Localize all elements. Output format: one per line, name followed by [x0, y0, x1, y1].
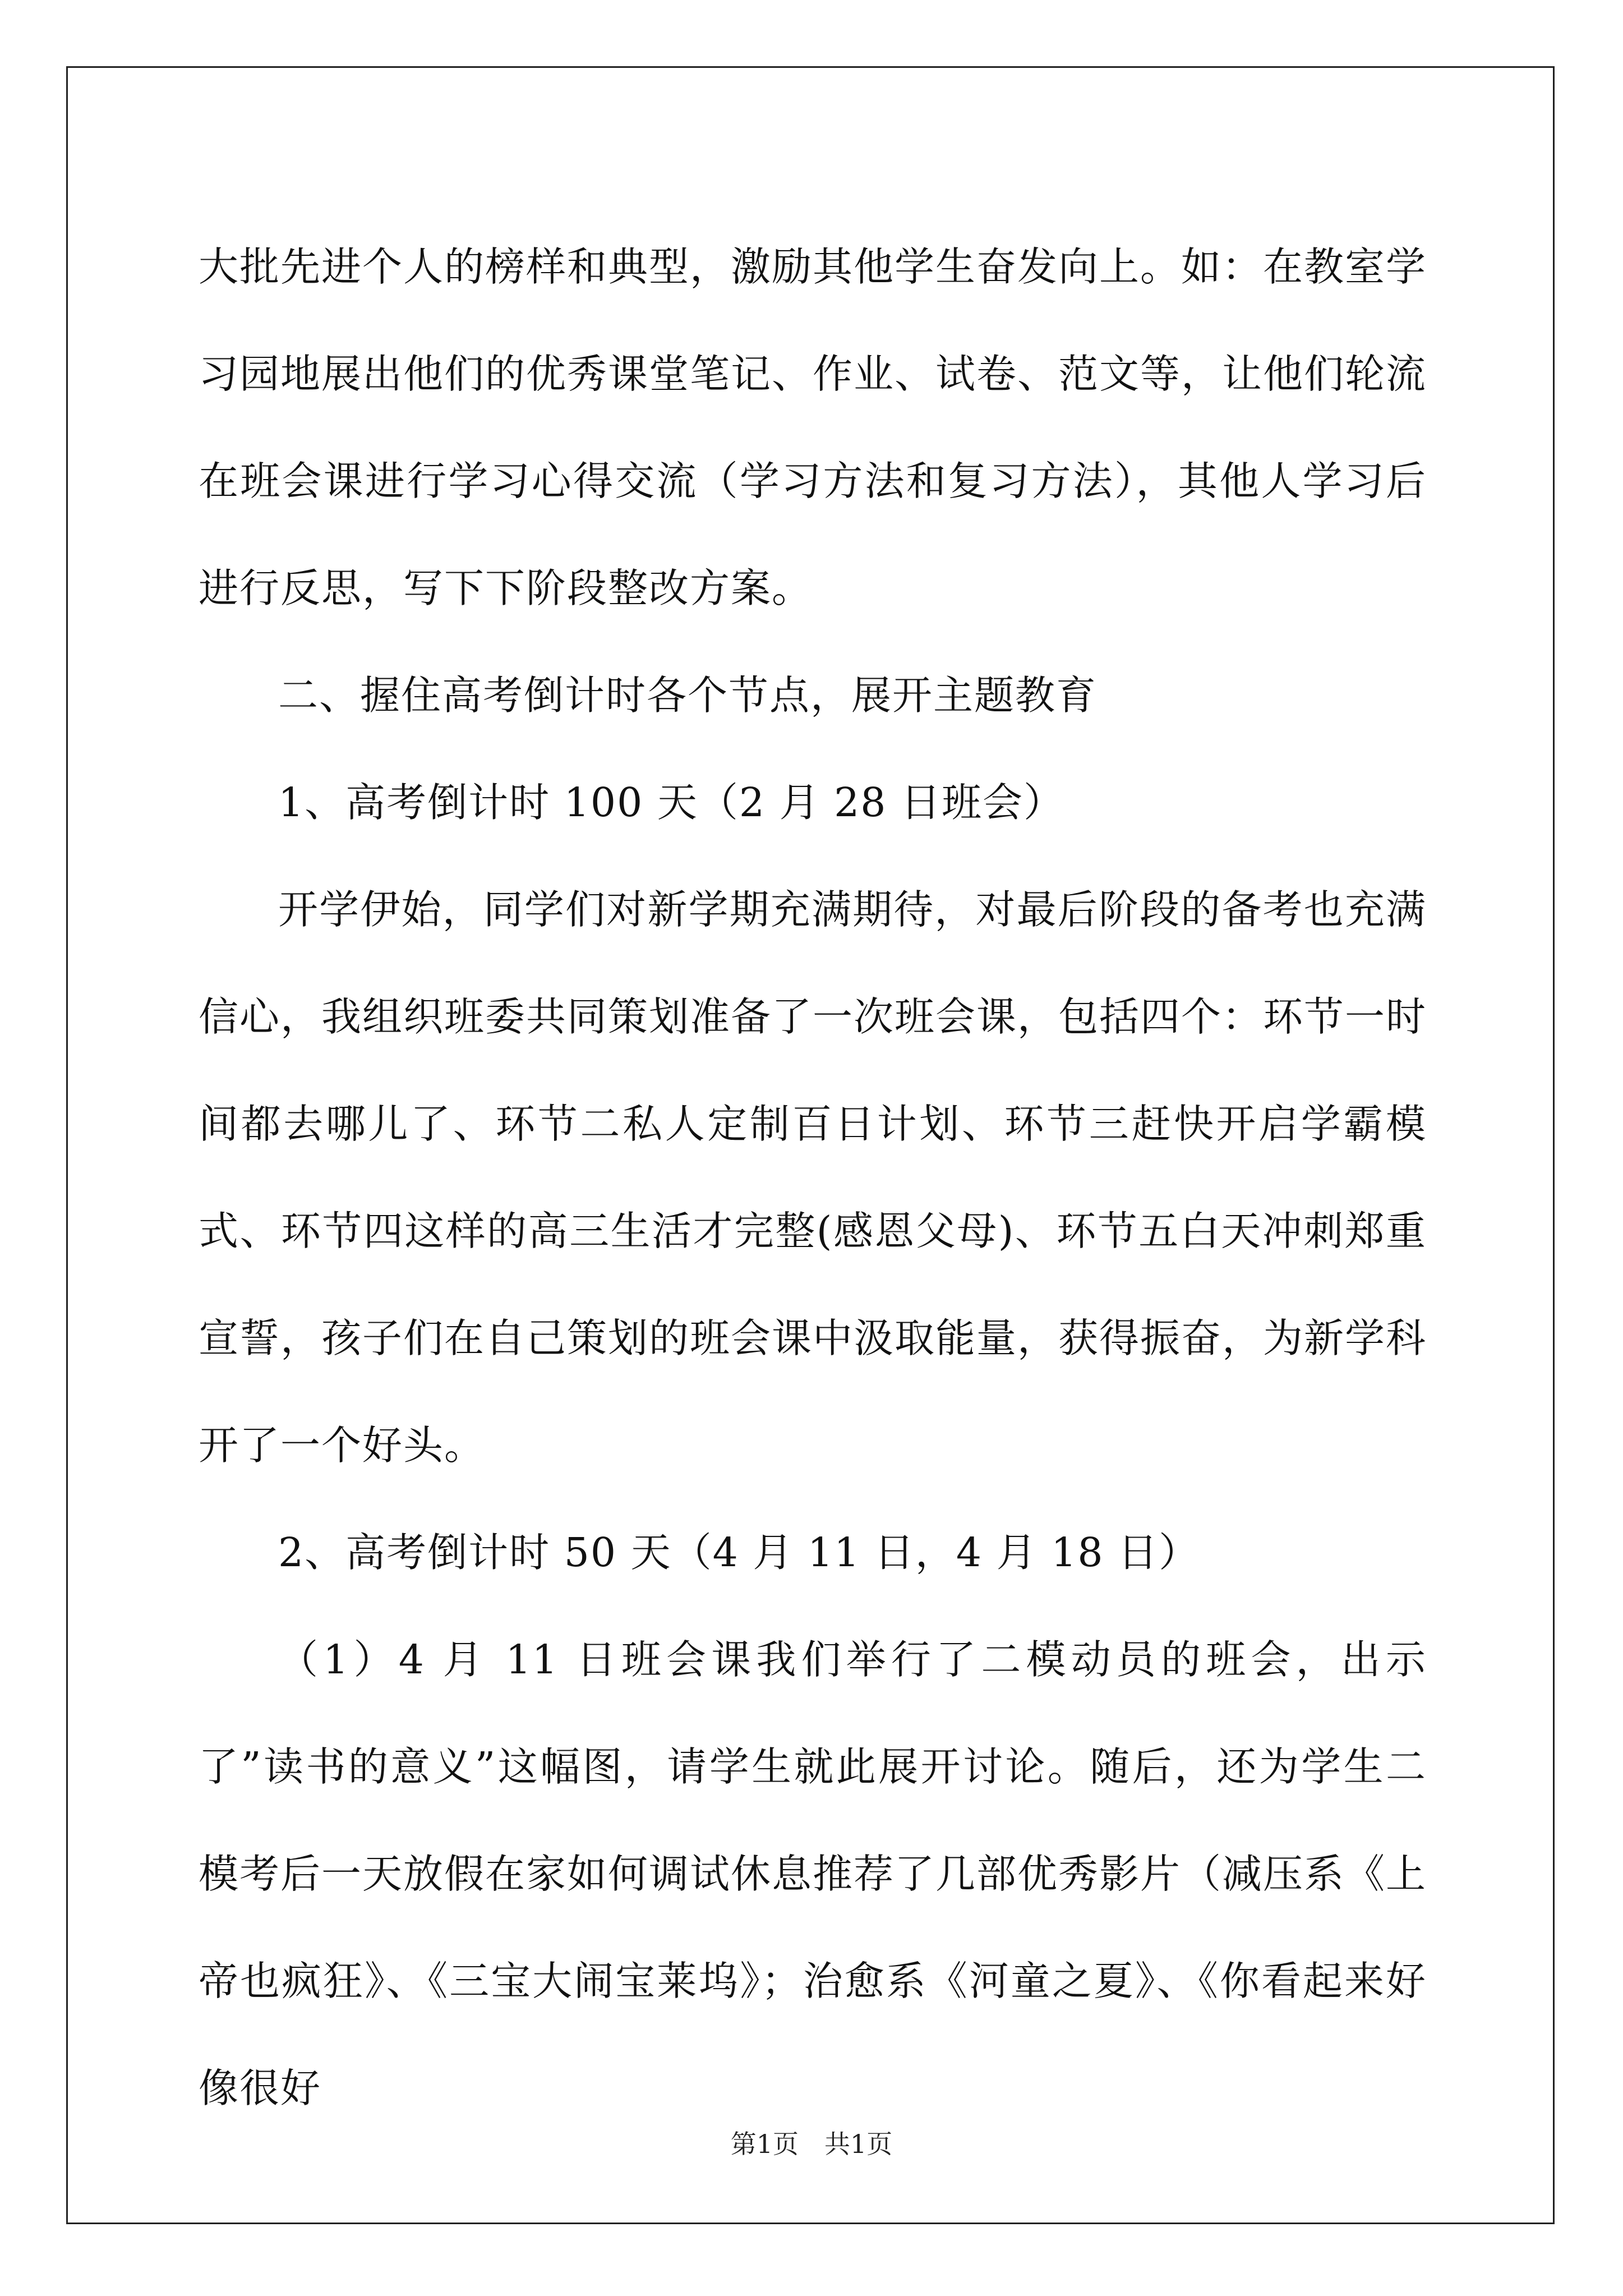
document-body — [199, 213, 1427, 2142]
subheading-50-days: 2、高考倒计时 50 天（4 月 11 日，4 月 18 日） — [278, 1529, 1200, 1576]
subheading-100-days: 1、高考倒计时 100 天（2 月 28 日班会） — [278, 779, 1065, 826]
page-footer: 第1页 共1页 — [730, 2129, 893, 2159]
section-heading-2: 二、握住高考倒计时各个节点，展开主题教育 — [278, 672, 1098, 719]
paragraph-100-days: 开学伊始，同学们对新学期充满期待，对最后阶段的备考也充满信心，我组织班委共同策划准备了一次班会课，包括四个：环节一时间都去哪儿了、环节二私人定制百日计划、环节三赶快开启学霸模式、环节四这样的高三生活才完整(感恩父母)、环节五白天冲刺郑重宣誓，孩子们在自己策划的班会课中汲取能量，获得振奋，为新学科开了一个好头。 — [199, 886, 1427, 1469]
paragraph-50-days: （1）4 月 11 日班会课我们举行了二模动员的班会，出示了”读书的意义”这幅图，请学生就此展开讨论。随后，还为学生二模考后一天放假在家如何调试休息推荐了几部优秀影片（减压系《上帝也疯狂》、《三宝大闹宝莱坞》；治愈系《河童之夏》、《你看起来好像很好 — [199, 1636, 1427, 2111]
paragraph-1: 大批先进个人的榜样和典型，激励其他学生奋发向上。如：在教室学习园地展出他们的优秀课堂笔记、作业、试卷、范文等，让他们轮流在班会课进行学习心得交流（学习方法和复习方法），其他人学习后进行反思，写下下阶段整改方案。 — [199, 243, 1427, 611]
